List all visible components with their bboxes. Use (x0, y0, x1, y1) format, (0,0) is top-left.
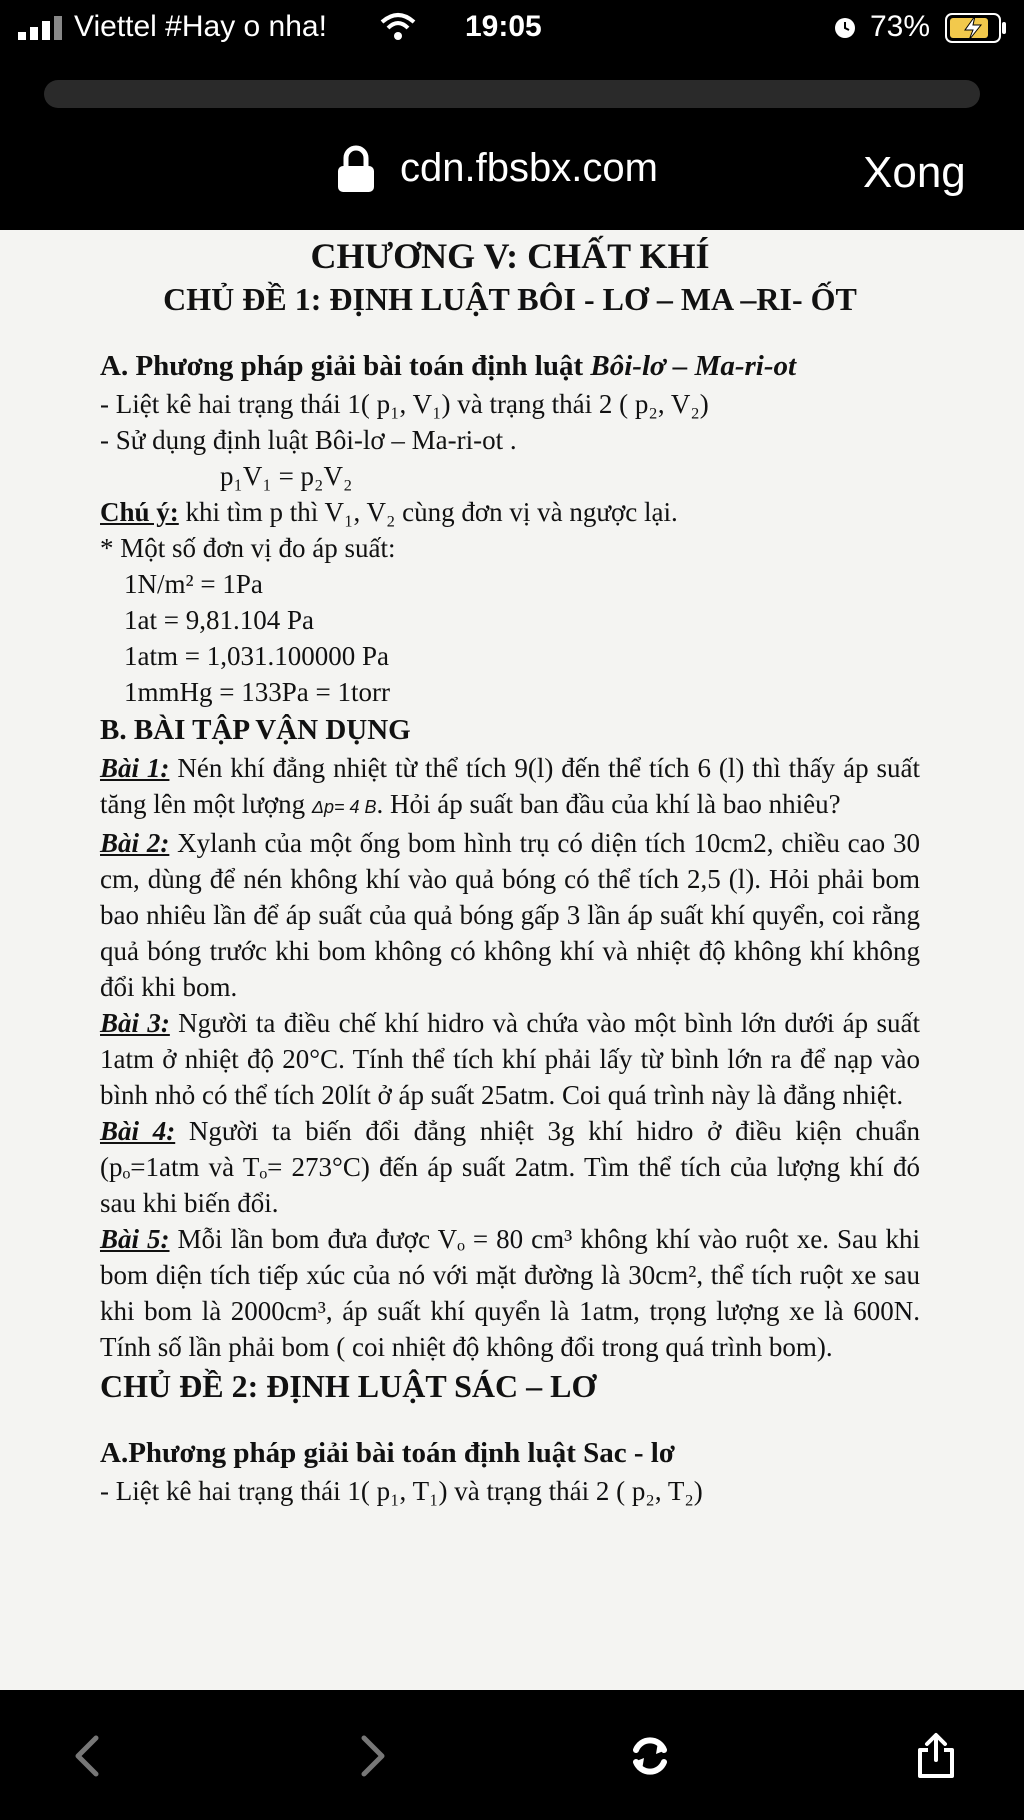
formula-boyle: p₁V₁ = p₂V₂ (220, 461, 353, 491)
topic2-title: CHỦ ĐỀ 2: ĐỊNH LUẬT SÁC – LƠ (100, 1368, 597, 1404)
exercise-3-text: Người ta điều chế khí hidro và chứa vào một bình lớn dưới áp suất 1atm ở nhiệt độ 20°C. Tính thể tích khí phải lấy từ bình lớn ra để nạp vào bình nhỏ có thể tích 20lít ở áp suất 25atm. Coi quá trình này là đẳng nhiệt. (100, 1008, 920, 1110)
page-load-track (44, 80, 980, 108)
url-domain[interactable]: cdn.fbsbx.com (400, 146, 658, 190)
battery-percent: 73% (870, 10, 931, 43)
done-button[interactable]: Xong (863, 148, 966, 197)
exercise-5-label: Bài 5: (100, 1224, 170, 1254)
sectionA-title (100, 346, 920, 386)
exercise-2-text: Xylanh của một ống bom hình trụ có diện tích 10cm2, chiều cao 30 cm, dùng để nén không khí vào quả bóng có thể tích 2,5 (l). Hỏi phải bom bao nhiêu lần để áp suất của quả bóng gấp 3 lần áp suất khí quyển, coi rằng quả bóng trước khi bom không có không khí và nhiệt độ không khí không đổi khi bom. (100, 828, 920, 1002)
document-page (100, 230, 920, 1509)
unit-line-1: 1N/m² = 1Pa (124, 569, 263, 599)
wifi-icon (380, 12, 416, 42)
exercise-3 (100, 1005, 920, 1113)
note-line (100, 494, 920, 530)
exercise-1-label: Bài 1: (100, 753, 170, 783)
exercise-2-label: Bài 2: (100, 828, 170, 858)
exercise-2 (100, 825, 920, 1005)
document-viewer[interactable] (0, 230, 1024, 1690)
forward-chevron-icon[interactable] (350, 1732, 394, 1780)
sectionA2-title: A.Phương pháp giải bài toán định luật Sac - lơ (100, 1437, 675, 1469)
exercise-3-label: Bài 3: (100, 1008, 170, 1038)
lock-icon (336, 144, 376, 194)
sectionA-line2: - Sử dụng định luật Bôi-lơ – Ma-ri-ot . (100, 425, 517, 455)
exercise-1-text-b: . Hỏi áp suất ban đầu của khí là bao nhiêu? (376, 789, 841, 819)
exercise-4-text: Người ta biến đổi đẳng nhiệt 3g khí hidro ở điều kiện chuẩn (pₒ=1atm và Tₒ= 273°C) đến áp suất 2atm. Tìm thể tích của lượng khí đó sau khi biến đổi. (100, 1116, 920, 1218)
alarm-icon (830, 12, 860, 42)
sectionB-title: B. BÀI TẬP VẬN DỤNG (100, 714, 411, 746)
sectionA-title-prefix: A. Phương pháp giải bài toán định luật (100, 350, 591, 382)
note-text: khi tìm p thì V₁, V₂ cùng đơn vị và ngược lại. (178, 497, 678, 527)
browser-url-bar (0, 120, 1024, 230)
unit-line-3: 1atm = 1,031.100000 Pa (124, 641, 389, 671)
sectionA2-line1: - Liệt kê hai trạng thái 1( p₁, T₁) và trạng thái 2 ( p₂, T₂) (100, 1476, 703, 1506)
carrier-name: Viettel #Hay o nha! (74, 10, 327, 43)
unit-line-4: 1mmHg = 133Pa = 1torr (124, 677, 390, 707)
exercise-4 (100, 1113, 920, 1221)
note-label: Chú ý: (100, 497, 179, 527)
browser-toolbar (0, 1690, 1024, 1820)
topic1-title: CHỦ ĐỀ 1: ĐỊNH LUẬT BÔI - LƠ – MA –RI- ỐT (163, 281, 857, 317)
exercise-5 (100, 1221, 920, 1365)
exercise-5-text: Mỗi lần bom đưa được Vₒ = 80 cm³ không khí vào ruột xe. Sau khi bom diện tích tiếp xúc của nó với mặt đường là 30cm², thể tích ruột xe sau khi bom là 2000cm³, áp suất khí quyển là 1atm, trọng lượng xe là 600N. Tính số lần phải bom ( coi nhiệt độ không đổi trong quá trình bom). (100, 1224, 920, 1362)
exercise-4-label: Bài 4: (100, 1116, 176, 1146)
chapter-title: CHƯƠNG V: CHẤT KHÍ (310, 236, 710, 276)
signal-bars-icon (18, 16, 66, 40)
unit-line-2: 1at = 9,81.104 Pa (124, 605, 314, 635)
exercise-1 (100, 750, 920, 825)
battery-charging-icon (945, 12, 1007, 44)
exercise-1-text-a: Nén khí đẳng nhiệt từ thể tích 9(l) đến thể tích 6 (l) thì thấy áp suất tăng lên một lượng (100, 753, 920, 819)
clock-time: 19:05 (465, 10, 542, 43)
units-heading: * Một số đơn vị đo áp suất: (100, 533, 396, 563)
status-bar (0, 0, 1024, 58)
share-icon[interactable] (914, 1732, 958, 1780)
sectionA-title-italic: Bôi-lơ – Ma-ri-ot (590, 350, 797, 382)
back-chevron-icon[interactable] (66, 1732, 110, 1780)
reload-icon[interactable] (628, 1732, 672, 1780)
exercise-1-formula: Δp= 4 B (311, 797, 377, 817)
sectionA-line1: - Liệt kê hai trạng thái 1( p₁, V₁) và trạng thái 2 ( p₂, V₂) (100, 389, 709, 419)
